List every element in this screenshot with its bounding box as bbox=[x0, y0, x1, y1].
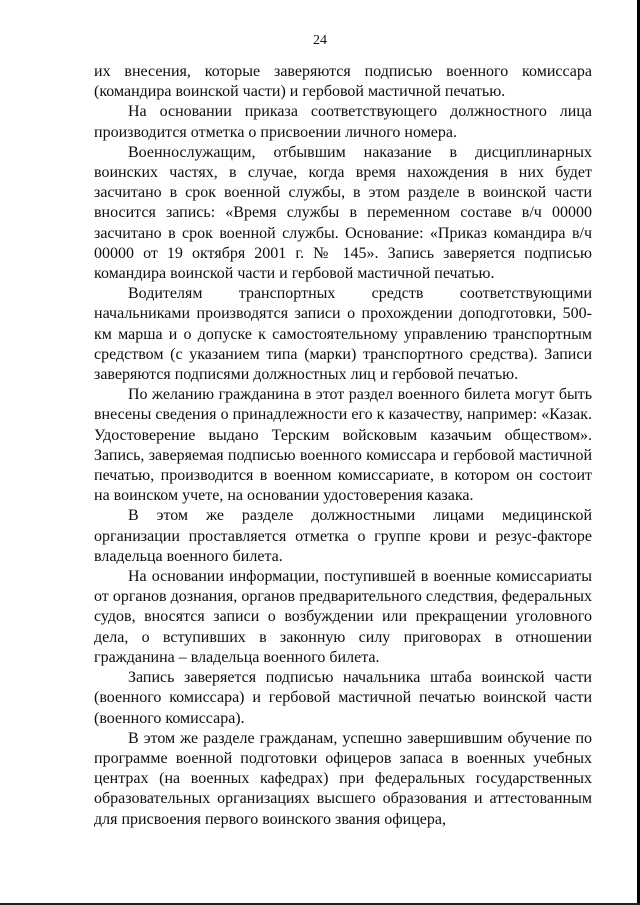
paragraph: В этом же разделе должностными лицами медицинской организации проставляется отметка о группе крови и резус-факторе владельца военного билета. bbox=[94, 507, 592, 565]
paragraph: их внесения, которые заверяются подписью военного комиссара (командира воинской части) и гербовой мастичной печатью. bbox=[94, 63, 592, 101]
paragraph: В этом же разделе гражданам, успешно завершившим обучение по программе военной подготовки офицеров запаса в военных учебных центрах (на военных кафедрах) при федеральных государственных образовательных организациях высшего образования и аттестованным для присвоения первого воинского звания офицера, bbox=[94, 729, 592, 828]
paragraph: По желанию гражданина в этот раздел военного билета могут быть внесены сведения о принадлежности его к казачеству, например: «Казак. Удостоверение выдано Терским войсковым казачьим обществом». Запись, заверяемая подписью военного комиссара и гербовой мастичной печатью, производится в военном комиссариате, в котором он состоит на воинском учете, на основании удостоверения казака. bbox=[94, 386, 592, 505]
paragraph: На основании приказа соответствующего должностного лица производится отметка о присвоении личного номера. bbox=[94, 103, 592, 141]
paragraph: Водителям транспортных средств соответствующими начальниками производятся записи о прохождении доподготовки, 500-км марша и о допуске к самостоятельному управлению транспортным средством (с указанием типа (марки) транспортного средства). Записи заверяются подписями должностных лиц и гербовой печатью. bbox=[94, 285, 592, 384]
paragraph: Военнослужащим, отбывшим наказание в дисциплинарных воинских частях, в случае, когда время нахождения в них будет засчитано в срок военной службы, в этом разделе в воинской части вносится запись: «Время службы в переменном составе в/ч 00000 засчитано в срок военной службы. Основание: «Приказ командира в/ч 00000 от 19 октября 2001 г. № 145». Запись заверяется подписью командира воинской части и гербовой мастичной печатью. bbox=[94, 143, 592, 283]
document-body bbox=[94, 62, 592, 830]
paragraph: Запись заверяется подписью начальника штаба воинской части (военного комиссара) и гербовой мастичной печатью воинской части (военного комиссара). bbox=[94, 669, 592, 727]
page-number: 24 bbox=[313, 33, 327, 48]
paragraph: На основании информации, поступившей в военные комиссариаты от органов дознания, органов предварительного следствия, федеральных судов, вносятся записи о возбуждении или прекращении уголовного дела, о вступивших в законную силу приговорах в отношении гражданина – владельца военного билета. bbox=[94, 568, 592, 666]
